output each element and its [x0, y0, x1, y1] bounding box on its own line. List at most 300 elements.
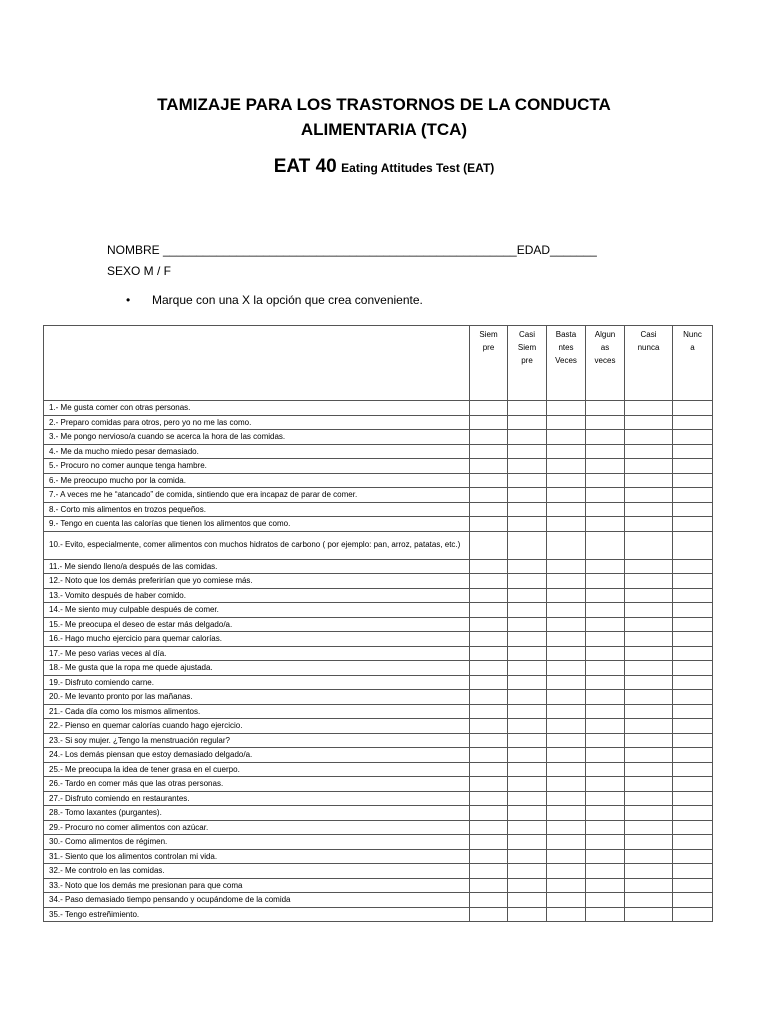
answer-cell[interactable] — [586, 762, 625, 777]
answer-cell[interactable] — [586, 835, 625, 850]
answer-cell[interactable] — [673, 430, 713, 445]
answer-cell[interactable] — [508, 588, 547, 603]
answer-cell[interactable] — [547, 603, 586, 618]
answer-cell[interactable] — [508, 907, 547, 922]
answer-cell[interactable] — [547, 893, 586, 908]
answer-cell[interactable] — [547, 617, 586, 632]
answer-cell[interactable] — [508, 704, 547, 719]
answer-cell[interactable] — [470, 864, 508, 879]
answer-cell[interactable] — [547, 777, 586, 792]
question-text: 12.- Noto que los demás preferirían que yo comiese más. — [44, 574, 470, 589]
answer-cell[interactable] — [547, 791, 586, 806]
answer-cell[interactable] — [470, 791, 508, 806]
answer-cell[interactable] — [673, 806, 713, 821]
answer-cell[interactable] — [586, 632, 625, 647]
answer-cell[interactable] — [547, 835, 586, 850]
table-row — [44, 646, 713, 661]
question-text: 29.- Procuro no comer alimentos con azúcar. — [44, 820, 470, 835]
answer-cell[interactable] — [673, 588, 713, 603]
answer-cell[interactable] — [625, 907, 673, 922]
question-text: 32.- Me controlo en las comidas. — [44, 864, 470, 879]
answer-cell[interactable] — [547, 878, 586, 893]
table-row — [44, 777, 713, 792]
table-row — [44, 878, 713, 893]
answer-cell[interactable] — [508, 762, 547, 777]
table-row — [44, 502, 713, 517]
answer-cell[interactable] — [547, 444, 586, 459]
answer-cell[interactable] — [625, 517, 673, 532]
answer-cell[interactable] — [673, 690, 713, 705]
answer-cell[interactable] — [625, 849, 673, 864]
answer-cell[interactable] — [508, 690, 547, 705]
answer-cell[interactable] — [625, 473, 673, 488]
column-header — [673, 326, 713, 401]
answer-cell[interactable] — [625, 835, 673, 850]
question-text: 27.- Disfruto comiendo en restaurantes. — [44, 791, 470, 806]
answer-cell[interactable] — [673, 574, 713, 589]
answer-cell[interactable] — [470, 748, 508, 763]
column-header-line: nunca — [637, 343, 660, 352]
answer-cell[interactable] — [673, 719, 713, 734]
answer-cell[interactable] — [625, 444, 673, 459]
question-column-header — [44, 326, 470, 401]
table-row — [44, 733, 713, 748]
answer-cell[interactable] — [586, 574, 625, 589]
answer-cell[interactable] — [547, 502, 586, 517]
answer-cell[interactable] — [470, 675, 508, 690]
answer-cell[interactable] — [547, 430, 586, 445]
answer-cell[interactable] — [508, 820, 547, 835]
answer-cell[interactable] — [673, 864, 713, 879]
table-row — [44, 430, 713, 445]
answer-cell[interactable] — [625, 531, 673, 559]
question-text: 35.- Tengo estreñimiento. — [44, 907, 470, 922]
answer-cell[interactable] — [586, 893, 625, 908]
answer-cell[interactable] — [625, 430, 673, 445]
question-text: 13.- Vomito después de haber comido. — [44, 588, 470, 603]
answer-cell[interactable] — [508, 473, 547, 488]
answer-cell[interactable] — [470, 646, 508, 661]
answer-cell[interactable] — [625, 791, 673, 806]
answer-cell[interactable] — [673, 791, 713, 806]
answer-cell[interactable] — [625, 603, 673, 618]
table-row — [44, 748, 713, 763]
answer-cell[interactable] — [470, 401, 508, 416]
answer-cell[interactable] — [586, 531, 625, 559]
answer-cell[interactable] — [508, 517, 547, 532]
answer-cell[interactable] — [625, 748, 673, 763]
answer-cell[interactable] — [586, 502, 625, 517]
question-text: 10.- Evito, especialmente, comer alimentos con muchos hidratos de carbono ( por ejemplo: pan, arroz, patatas, etc.) — [44, 531, 470, 559]
answer-cell[interactable] — [586, 588, 625, 603]
table-row — [44, 617, 713, 632]
answer-cell[interactable] — [586, 748, 625, 763]
table-row — [44, 893, 713, 908]
table-row — [44, 864, 713, 879]
answer-cell[interactable] — [673, 646, 713, 661]
answer-cell[interactable] — [673, 748, 713, 763]
answer-cell[interactable] — [673, 661, 713, 676]
answer-cell[interactable] — [586, 907, 625, 922]
answer-cell[interactable] — [508, 617, 547, 632]
table-row — [44, 603, 713, 618]
answer-cell[interactable] — [508, 733, 547, 748]
column-header-line: Veces — [555, 356, 577, 365]
answer-cell[interactable] — [586, 444, 625, 459]
answer-cell[interactable] — [625, 459, 673, 474]
answer-cell[interactable] — [673, 820, 713, 835]
answer-cell[interactable] — [508, 531, 547, 559]
respondent-fields — [107, 240, 597, 282]
question-text: 7.- A veces me he “atancado” de comida, sintiendo que era incapaz de parar de comer. — [44, 488, 470, 503]
question-text: 5.- Procuro no comer aunque tenga hambre. — [44, 459, 470, 474]
answer-cell[interactable] — [508, 632, 547, 647]
answer-cell[interactable] — [508, 835, 547, 850]
name-age-field[interactable]: NOMBRE _____________________________________________________EDAD_______ — [107, 243, 597, 257]
answer-cell[interactable] — [625, 719, 673, 734]
column-header — [547, 326, 586, 401]
answer-cell[interactable] — [547, 401, 586, 416]
question-text: 26.- Tardo en comer más que las otras personas. — [44, 777, 470, 792]
table-row — [44, 574, 713, 589]
answer-cell[interactable] — [547, 488, 586, 503]
answer-cell[interactable] — [508, 719, 547, 734]
answer-cell[interactable] — [470, 603, 508, 618]
answer-cell[interactable] — [508, 574, 547, 589]
answer-cell[interactable] — [508, 430, 547, 445]
answer-cell[interactable] — [470, 488, 508, 503]
answer-cell[interactable] — [508, 791, 547, 806]
answer-cell[interactable] — [673, 473, 713, 488]
answer-cell[interactable] — [470, 806, 508, 821]
answer-cell[interactable] — [547, 675, 586, 690]
answer-cell[interactable] — [547, 415, 586, 430]
question-text: 11.- Me siendo lleno/a después de las comidas. — [44, 559, 470, 574]
table-row — [44, 675, 713, 690]
answer-cell[interactable] — [508, 806, 547, 821]
test-name: Eating Attitudes Test (EAT) — [341, 161, 495, 175]
answer-cell[interactable] — [673, 878, 713, 893]
answer-cell[interactable] — [470, 588, 508, 603]
answer-cell[interactable] — [508, 488, 547, 503]
answer-cell[interactable] — [586, 806, 625, 821]
answer-cell[interactable] — [673, 675, 713, 690]
answer-cell[interactable] — [586, 473, 625, 488]
answer-cell[interactable] — [673, 617, 713, 632]
answer-cell[interactable] — [625, 646, 673, 661]
answer-cell[interactable] — [586, 459, 625, 474]
table-row — [44, 820, 713, 835]
answer-cell[interactable] — [470, 690, 508, 705]
answer-cell[interactable] — [586, 415, 625, 430]
answer-cell[interactable] — [470, 473, 508, 488]
answer-cell[interactable] — [547, 517, 586, 532]
table-row — [44, 531, 713, 559]
question-text: 19.- Disfruto comiendo carne. — [44, 675, 470, 690]
answer-cell[interactable] — [586, 791, 625, 806]
answer-cell[interactable] — [625, 806, 673, 821]
answer-cell[interactable] — [673, 488, 713, 503]
question-rows — [44, 401, 713, 922]
bullet-icon: • — [126, 293, 131, 307]
table-row — [44, 588, 713, 603]
answer-cell[interactable] — [673, 893, 713, 908]
question-text: 30.- Como alimentos de régimen. — [44, 835, 470, 850]
answer-cell[interactable] — [673, 401, 713, 416]
question-text: 2.- Preparo comidas para otros, pero yo no me las como. — [44, 415, 470, 430]
answer-cell[interactable] — [547, 806, 586, 821]
table-row — [44, 559, 713, 574]
answer-cell[interactable] — [673, 444, 713, 459]
answer-cell[interactable] — [508, 878, 547, 893]
answer-cell[interactable] — [508, 415, 547, 430]
answer-cell[interactable] — [470, 907, 508, 922]
answer-cell[interactable] — [673, 632, 713, 647]
question-text: 15.- Me preocupa el deseo de estar más delgado/a. — [44, 617, 470, 632]
answer-cell[interactable] — [586, 661, 625, 676]
questionnaire-table — [43, 325, 713, 922]
answer-cell[interactable] — [625, 502, 673, 517]
instruction-text: Marque con una X la opción que crea conveniente. — [152, 293, 423, 307]
answer-cell[interactable] — [586, 488, 625, 503]
answer-cell[interactable] — [547, 690, 586, 705]
answer-cell[interactable] — [470, 849, 508, 864]
answer-cell[interactable] — [470, 415, 508, 430]
answer-cell[interactable] — [508, 444, 547, 459]
answer-cell[interactable] — [586, 401, 625, 416]
answer-cell[interactable] — [470, 893, 508, 908]
column-header-line: Basta — [555, 330, 577, 339]
question-text: 24.- Los demás piensan que estoy demasiado delgado/a. — [44, 748, 470, 763]
answer-cell[interactable] — [673, 907, 713, 922]
answer-cell[interactable] — [586, 646, 625, 661]
answer-cell[interactable] — [673, 733, 713, 748]
answer-cell[interactable] — [470, 719, 508, 734]
answer-cell[interactable] — [625, 588, 673, 603]
question-text: 1.- Me gusta comer con otras personas. — [44, 401, 470, 416]
answer-cell[interactable] — [625, 878, 673, 893]
table-row — [44, 401, 713, 416]
table-row — [44, 415, 713, 430]
answer-cell[interactable] — [673, 517, 713, 532]
answer-cell[interactable] — [586, 878, 625, 893]
answer-cell[interactable] — [673, 849, 713, 864]
answer-cell[interactable] — [508, 777, 547, 792]
answer-cell[interactable] — [547, 907, 586, 922]
answer-cell[interactable] — [547, 559, 586, 574]
answer-cell[interactable] — [470, 444, 508, 459]
column-header-line: Siem — [517, 343, 537, 352]
answer-cell[interactable] — [547, 574, 586, 589]
answer-cell[interactable] — [673, 502, 713, 517]
answer-cell[interactable] — [625, 488, 673, 503]
question-text: 23.- Si soy mujer. ¿Tengo la menstruación regular? — [44, 733, 470, 748]
answer-cell[interactable] — [625, 893, 673, 908]
answer-cell[interactable] — [547, 849, 586, 864]
question-text: 6.- Me preocupo mucho por la comida. — [44, 473, 470, 488]
question-text: 4.- Me da mucho miedo pesar demasiado. — [44, 444, 470, 459]
table-row — [44, 791, 713, 806]
answer-cell[interactable] — [673, 777, 713, 792]
answer-cell[interactable] — [470, 430, 508, 445]
answer-cell[interactable] — [625, 401, 673, 416]
column-header — [625, 326, 673, 401]
answer-cell[interactable] — [470, 632, 508, 647]
question-text: 33.- Noto que los demás me presionan para que coma — [44, 878, 470, 893]
table-row — [44, 806, 713, 821]
answer-cell[interactable] — [470, 559, 508, 574]
question-text: 17.- Me peso varias veces al día. — [44, 646, 470, 661]
column-header-line: Nunc — [683, 330, 702, 339]
table-row — [44, 488, 713, 503]
table-row — [44, 444, 713, 459]
question-text: 22.- Pienso en quemar calorías cuando hago ejercicio. — [44, 719, 470, 734]
table-row — [44, 632, 713, 647]
column-header-line: as — [600, 343, 610, 352]
answer-cell[interactable] — [586, 777, 625, 792]
answer-cell[interactable] — [586, 864, 625, 879]
answer-cell[interactable] — [470, 661, 508, 676]
answer-cell[interactable] — [673, 704, 713, 719]
answer-cell[interactable] — [586, 603, 625, 618]
table-row — [44, 473, 713, 488]
column-header-line: a — [690, 343, 695, 352]
answer-cell[interactable] — [586, 517, 625, 532]
answer-cell[interactable] — [547, 646, 586, 661]
table-row — [44, 762, 713, 777]
answer-cell[interactable] — [673, 531, 713, 559]
question-text: 9.- Tengo en cuenta las calorías que tienen los alimentos que como. — [44, 517, 470, 532]
answer-cell[interactable] — [625, 777, 673, 792]
answer-cell[interactable] — [547, 864, 586, 879]
answer-cell[interactable] — [547, 820, 586, 835]
answer-cell[interactable] — [470, 459, 508, 474]
answer-cell[interactable] — [508, 459, 547, 474]
answer-cell[interactable] — [470, 835, 508, 850]
answer-cell[interactable] — [508, 849, 547, 864]
answer-cell[interactable] — [508, 646, 547, 661]
question-text: 3.- Me pongo nervioso/a cuando se acerca la hora de las comidas. — [44, 430, 470, 445]
answer-cell[interactable] — [673, 762, 713, 777]
form-title — [0, 92, 768, 142]
answer-cell[interactable] — [625, 820, 673, 835]
column-header-line: veces — [594, 356, 616, 365]
answer-cell[interactable] — [470, 777, 508, 792]
answer-cell[interactable] — [625, 559, 673, 574]
answer-cell[interactable] — [673, 559, 713, 574]
question-text: 8.- Corto mis alimentos en trozos pequeños. — [44, 502, 470, 517]
answer-cell[interactable] — [673, 459, 713, 474]
answer-cell[interactable] — [625, 574, 673, 589]
answer-cell[interactable] — [470, 517, 508, 532]
answer-cell[interactable] — [625, 661, 673, 676]
answer-cell[interactable] — [470, 531, 508, 559]
answer-cell[interactable] — [586, 719, 625, 734]
form-title-line-1: TAMIZAJE PARA LOS TRASTORNOS DE LA CONDUCTA — [157, 95, 611, 114]
column-header-line: Casi — [640, 330, 657, 339]
answer-cell[interactable] — [547, 748, 586, 763]
answer-cell[interactable] — [673, 603, 713, 618]
answer-cell[interactable] — [625, 704, 673, 719]
answer-cell[interactable] — [470, 878, 508, 893]
form-title-line-2: ALIMENTARIA (TCA) — [300, 120, 468, 139]
answer-cell[interactable] — [547, 719, 586, 734]
answer-cell[interactable] — [673, 835, 713, 850]
answer-cell[interactable] — [508, 893, 547, 908]
answer-cell[interactable] — [547, 473, 586, 488]
answer-cell[interactable] — [625, 733, 673, 748]
answer-cell[interactable] — [508, 864, 547, 879]
answer-cell[interactable] — [547, 459, 586, 474]
answer-cell[interactable] — [547, 733, 586, 748]
answer-cell[interactable] — [586, 675, 625, 690]
answer-cell[interactable] — [625, 632, 673, 647]
column-header-line: Casi — [518, 330, 535, 339]
answer-cell[interactable] — [470, 574, 508, 589]
answer-cell[interactable] — [547, 661, 586, 676]
answer-cell[interactable] — [586, 733, 625, 748]
column-header-line: Algun — [594, 330, 616, 339]
answer-cell[interactable] — [625, 415, 673, 430]
question-text: 20.- Me levanto pronto por las mañanas. — [44, 690, 470, 705]
answer-cell[interactable] — [470, 704, 508, 719]
answer-cell[interactable] — [586, 617, 625, 632]
answer-cell[interactable] — [470, 820, 508, 835]
answer-cell[interactable] — [586, 690, 625, 705]
answer-cell[interactable] — [470, 762, 508, 777]
answer-cell[interactable] — [470, 733, 508, 748]
column-header — [586, 326, 625, 401]
table-row — [44, 907, 713, 922]
answer-cell[interactable] — [508, 748, 547, 763]
answer-cell[interactable] — [625, 617, 673, 632]
answer-cell[interactable] — [508, 401, 547, 416]
answer-cell[interactable] — [508, 502, 547, 517]
answer-cell[interactable] — [470, 502, 508, 517]
question-text: 28.- Tomo laxantes (purgantes). — [44, 806, 470, 821]
answer-cell[interactable] — [625, 675, 673, 690]
answer-cell[interactable] — [673, 415, 713, 430]
answer-cell[interactable] — [625, 864, 673, 879]
answer-cell[interactable] — [547, 632, 586, 647]
column-header-line: ntes — [558, 343, 574, 352]
answer-cell[interactable] — [586, 820, 625, 835]
answer-cell[interactable] — [547, 704, 586, 719]
answer-cell[interactable] — [547, 531, 586, 559]
answer-cell[interactable] — [586, 559, 625, 574]
answer-cell[interactable] — [625, 690, 673, 705]
answer-cell[interactable] — [586, 849, 625, 864]
question-text: 25.- Me preocupa la idea de tener grasa en el cuerpo. — [44, 762, 470, 777]
question-text: 18.- Me gusta que la ropa me quede ajustada. — [44, 661, 470, 676]
question-text: 14.- Me siento muy culpable después de comer. — [44, 603, 470, 618]
answer-cell[interactable] — [586, 704, 625, 719]
answer-cell[interactable] — [547, 762, 586, 777]
table-row — [44, 835, 713, 850]
sex-field[interactable]: SEXO M / F — [107, 264, 172, 278]
answer-cell[interactable] — [508, 559, 547, 574]
answer-cell[interactable] — [508, 661, 547, 676]
answer-cell[interactable] — [508, 603, 547, 618]
answer-cell[interactable] — [586, 430, 625, 445]
answer-cell[interactable] — [625, 762, 673, 777]
answer-cell[interactable] — [508, 675, 547, 690]
question-text: 34.- Paso demasiado tiempo pensando y ocupándome de la comida — [44, 893, 470, 908]
table-row — [44, 849, 713, 864]
answer-cell[interactable] — [470, 617, 508, 632]
answer-cell[interactable] — [547, 588, 586, 603]
column-header — [508, 326, 547, 401]
